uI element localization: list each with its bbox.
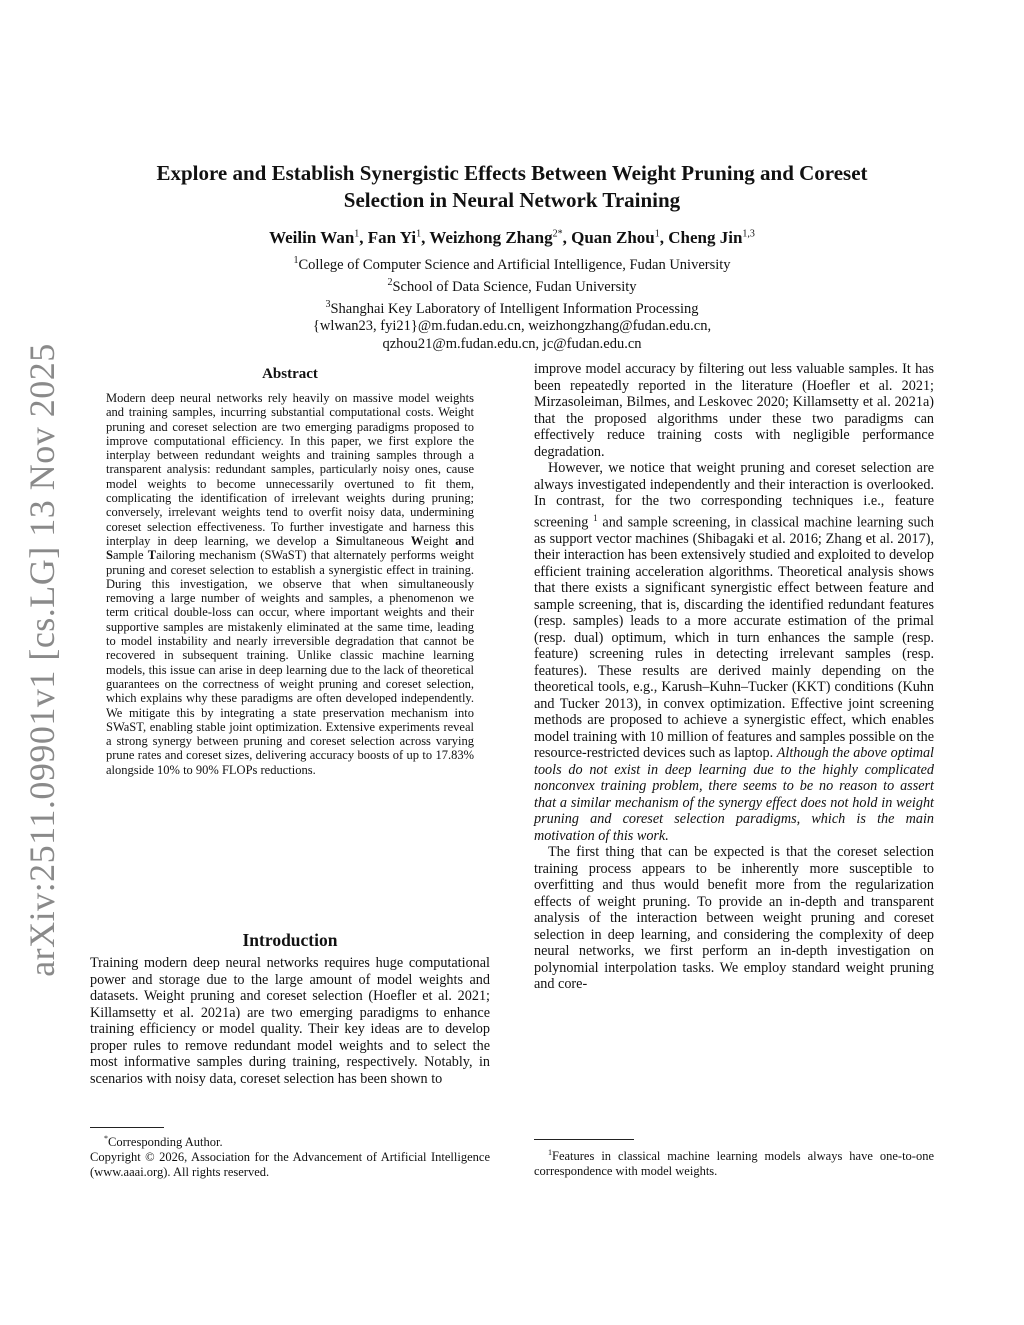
right-column <box>534 361 934 993</box>
footnote-rule <box>534 1139 634 1140</box>
footnote-left: *Corresponding Author. Copyright © 2026, Association for the Advancement of Artificial Intelligence (www.aaai.org). All rights reserved. <box>90 1134 490 1180</box>
arxiv-stamp <box>20 343 64 977</box>
affiliation: $^1$College of Computer Science and Artificial Intelligence, Fudan University <box>293 255 731 273</box>
abstract-heading: Abstract <box>262 366 318 382</box>
author: Fan Yi$^1$, <box>367 228 430 247</box>
author: Weizhong Zhang$^{2*}$, <box>429 228 572 247</box>
abstract-text: Modern deep neural networks rely heavily on massive model weights and training samples, incurring substantial computational costs. Weight pruning and coreset selection are two emerging paradigms proposed to improve computational efficiency. In this paper, we first explore the interplay between redundant weights and training samples through a transparent analysis: redundant samples, particularly noisy ones, cause model weights to become unnecessarily overtuned to fit them, complicating the identification of irrelevant weights during pruning; conversely, irrelevant weights tend to overfit noisy data, undermining coreset selection effectiveness. To further investigate and harness this interplay in deep learning, we develop a Simultaneous Weight and Sample Tailoring mechanism (SWaST) that alternately performs weight pruning and coreset selection to establish a synergistic effect in training. During this investigation, we observe that when simultaneously removing a large number of weights and samples, a phenomenon we term critical double-loss can occur, where important weights and their supportive samples are mistakenly eliminated at the same time, leading to model instability and nearly irreversible degradation that cannot be recovered in subsequent training. Unlike classic machine learning models, this issue can arise in deep learning due to the lack of theoretical guarantees on the correctness of weight pruning and coreset selection, which explains why these paradigms are often developed independently. We mitigate this by integrating a state preservation mechanism into SWaST, enabling stable joint optimization. Extensive experiments reveal a strong synergy between pruning and coreset selection across varying prune rates and coreset sizes, delivering accuracy boosts of up to 17.83% alongside 10% to 90% FLOPs reductions. <box>106 391 474 777</box>
email-line[interactable]: qzhou21@m.fudan.edu.cn, jc@fudan.edu.cn <box>382 336 642 353</box>
paragraph: improve model accuracy by filtering out less valuable samples. It has been repeatedly reported in the literature (Hoefler et al. 2021; Mirzasoleiman, Bilmes, and Leskovec 2020; Killamsetty et al. 2021a) that the proposed algorithms under these two paradigms can effectively reduce training costs with negligible performance degradation. <box>534 361 934 460</box>
arxiv-id[interactable]: arXiv:2511.09901v1 [cs.LG] 13 Nov 2025 <box>22 343 62 977</box>
email-line[interactable]: {wlwan23, fyi21}@m.fudan.edu.cn, weizhongzhang@fudan.edu.cn, <box>312 318 712 335</box>
paper-title <box>90 160 934 214</box>
footnote-ref[interactable]: 1 <box>593 512 598 523</box>
section-heading-introduction: Introduction <box>242 930 338 950</box>
paragraph: Training modern deep neural networks requires huge computational power and storage due to the large amount of model weights and datasets. Weight pruning and coreset selection (Hoefler et al. 2021; Killamsetty et al. 2021a) are two emerging paradigms to enhance training efficiency or model quality. Their key ideas are to develop proper rules to remove redundant model weights and to select the most informative samples during training, respectively. Notably, in scenarios with noisy data, coreset selection has been shown to <box>90 955 490 1087</box>
author: Cheng Jin$^{1,3}$ <box>668 228 755 247</box>
intro-column-left <box>90 955 490 1087</box>
author: Quan Zhou$^1$, <box>571 228 669 247</box>
paragraph: However, we notice that weight pruning and coreset selection are always investigated independently and their interaction is overlooked. In contrast, for the two corresponding techniques i.e., feature screening $^1$ and sample screening, in classical machine learning such as support vector machines (Shibagaki et al. 2016; Zhang et al. 2017), their interaction has been extensively studied and exploited to develop efficient training acceleration algorithms. Theoretical analysis shows that there exists a significant synergistic effect between feature and sample screening, that is, discarding the identified redundant features (resp. samples) leads to a more accurate estimation of the primal (resp. dual) optimum, which in turn enhances the sample (resp. feature) screening rules in detecting irrelevant samples (resp. features). These results are derived mainly depending on the theoretical tools, e.g., Karush–Kuhn–Tucker (KKT) conditions (Kuhn and Tucker 2013), in convex optimization. Effective joint screening methods are proposed to achieve a synergistic effect, which enables model training with 10 million of features and samples possible on the resource-restricted devices such as laptop. Although the above optimal tools do not exist in deep learning due to the highly complicated nonconvex training problem, there seems to be no reason to assert that a similar mechanism of the synergy effect does not hold in weight pruning and coreset selection paradigms, which is the main motivation of this work. <box>534 460 934 844</box>
paragraph: The first thing that can be expected is that the coreset selection training process appears to be inherently more susceptible to overfitting and thus would benefit more from the regularization effects of weight pruning. To provide an in-depth and transparent analysis of the interaction between weight pruning and coreset selection in deep learning, and considering the complexity of deep neural networks, we first perform an in-depth investigation on polynomial interpolation tasks. We employ standard weight pruning and core- <box>534 844 934 993</box>
affiliation: $^3$Shanghai Key Laboratory of Intelligent Information Processing <box>325 298 699 317</box>
title-line: Explore and Establish Synergistic Effects Between Weight Pruning and Coreset <box>156 161 868 185</box>
affiliation: $^2$School of Data Science, Fudan University <box>387 276 637 295</box>
author: Weilin Wan$^1$, <box>269 228 368 247</box>
author-list <box>90 228 934 248</box>
copyright-notice: Copyright © 2026, Association for the Advancement of Artificial Intelligence (www.aaai.org). All rights reserved. <box>90 1150 490 1180</box>
title-line: Selection in Neural Network Training <box>343 188 681 212</box>
footnote-rule <box>90 1127 164 1128</box>
affiliations <box>90 252 934 353</box>
footnote-right: $^1$Features in classical machine learning models always have one-to-one correspondence with model weights. <box>534 1148 934 1179</box>
